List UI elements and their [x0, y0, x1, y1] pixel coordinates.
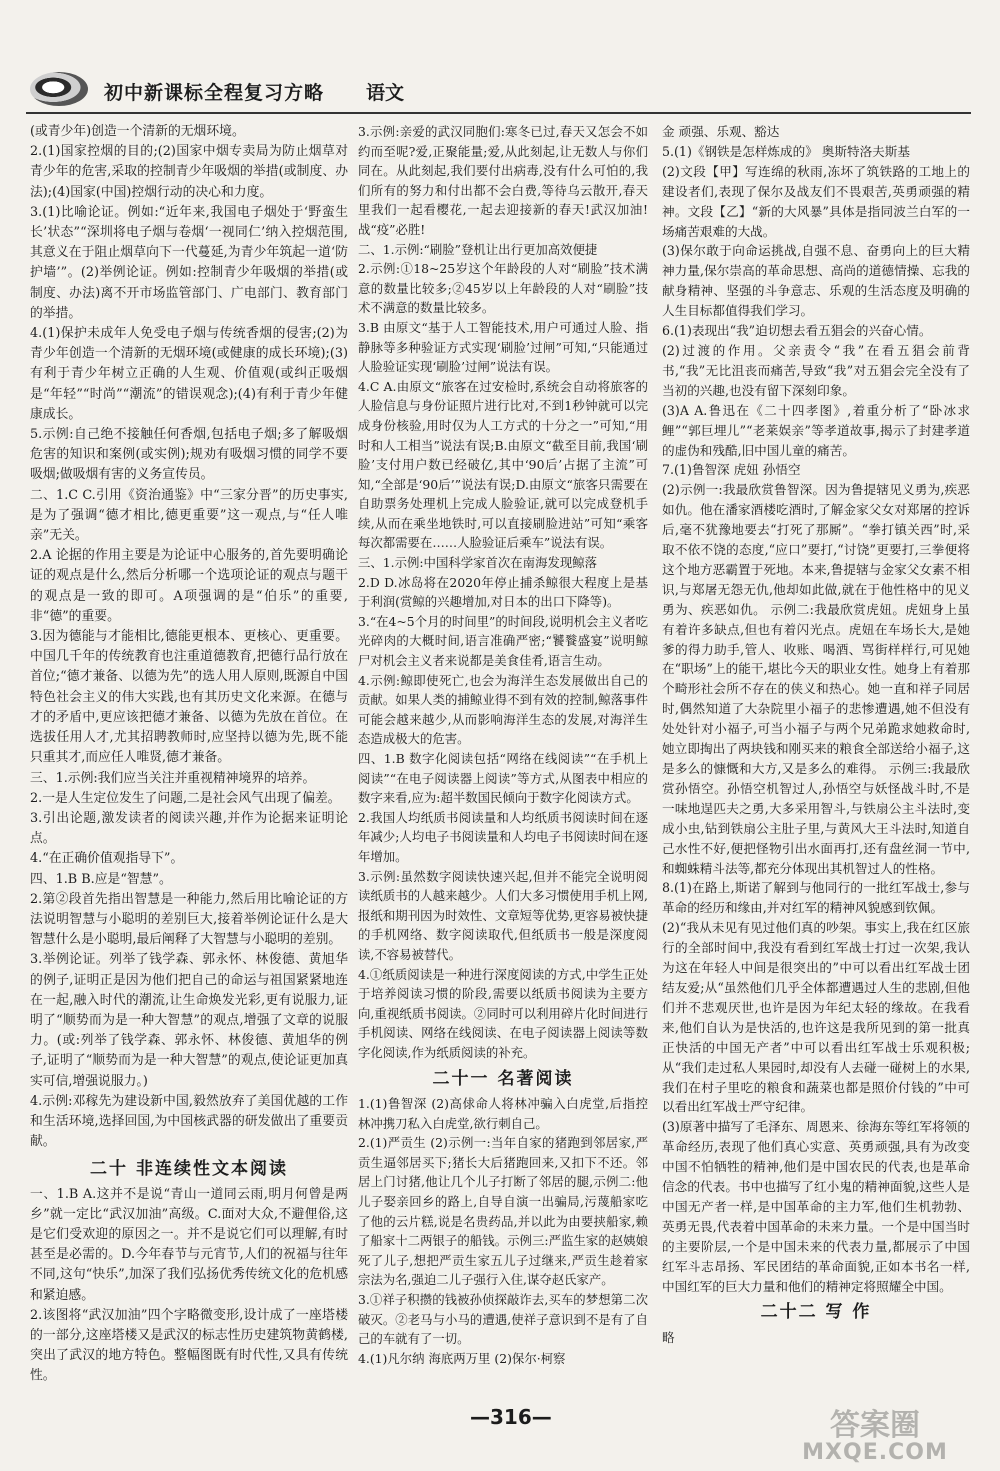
page-number: —316— — [470, 1405, 552, 1429]
answer-paragraph: 6.(1)表现出“我”迫切想去看五猖会的兴奋心情。 — [662, 323, 932, 339]
answer-paragraph: 2.A 论据的作用主要是为论证中心服务的,首先要明确论证的观点是什么,然后分析哪一个选项论证的观点与题干的观点是一致的即可。A项强调的是“伯乐”的重要,非“德”的重要。 — [30, 548, 348, 624]
section-heading: 二十二 写 作 — [760, 1302, 872, 1323]
answer-paragraph: 3.举例论证。列举了钱学森、郭永怀、林俊德、黄旭华的例子,证明正是因为他们把自己的命运与祖国紧紧地连在一起,融入时代的潮流,让生命焕发光彩,更有说服力,证明了“顺势而为是一种大智慧”的观点,增强了文章的说服力。(或:列举了钱学森、郭永怀、林俊德、黄旭华的例子,证明了“顺势而为是一种大智慧”的观点,使论证更加真实可信,增强说服力。) — [30, 952, 348, 1089]
answer-paragraph: (2)过渡的作用。父亲责令“我”在看五猖会前背书,“我”无比沮丧而痛苦,导致“我”对五猖会完全没有了当初的兴趣,也没有留下深刻印象。 — [662, 342, 970, 398]
answer-paragraph: 3.①祥子积攒的钱被孙侦探敲诈去,买车的梦想第二次破灭。②老马与小马的遭遇,使祥子意识到不是有了自己的车就有了一切。 — [358, 1292, 648, 1347]
answer-column-2 — [358, 122, 648, 1368]
answer-paragraph: 2.第②段首先指出智慧是一种能力,然后用比喻论证的方法说明智慧与小聪明的差别巨大,接着举例论证什么是大智慧什么是小聪明,最后阐释了大智慧与小聪明的差别。 — [30, 891, 348, 948]
answer-paragraph: 4.(1)保护未成年人免受电子烟与传统香烟的侵害;(2)为青少年创造一个清新的无烟环境(或健康的成长环境);(3)有利于青少年树立正确的人生观、价值观(或纠正吸烟是“年轻”“时尚”“潮流”的错误观念);(4)有利于青少年健康成长。 — [30, 326, 348, 422]
answer-paragraph: 2.该图将“武汉加油”四个字略微变形,设计成了一座塔楼的一部分,这座塔楼又是武汉的标志性历史建筑物黄鹤楼,突出了武汉的地方特色。整幅图既有时代性,又具有传统性。 — [30, 1307, 348, 1384]
answer-column-3 — [662, 122, 970, 1348]
publisher-logo-icon — [30, 72, 88, 106]
answer-paragraph: 3.B 由原文“基于人工智能技术,用户可通过人脸、指静脉等多种验证方式实现‘刷脸’过闸”可知,“只能通过人脸验证实现‘刷脸’过闸”说法有误。 — [358, 319, 648, 375]
answer-paragraph: (3)A A.鲁迅在《二十四孝图》,着重分析了“卧冰求鲤”“郭巨埋儿”“老莱娱亲”等孝道故事,揭示了封建孝道的虚伪和残酷,旧中国儿童的痛苦。 — [662, 402, 970, 458]
answer-paragraph: 四、1.B 数字化阅读包括“网络在线阅读”“在手机上阅读”“在电子阅读器上阅读”等方式,从图表中相应的数字来看,应为:超半数国民倾向于数字化阅读方式。 — [358, 751, 648, 806]
answer-paragraph: 金 顽强、乐观、豁达 — [662, 124, 780, 139]
section-heading: 二十 非连续性文本阅读 — [90, 1159, 288, 1180]
section-heading: 二十一 名著阅读 — [432, 1068, 574, 1089]
answer-paragraph: 5.(1)《钢铁是怎样炼成的》 奥斯特洛夫斯基 — [662, 143, 910, 159]
answer-paragraph: 2.一是人生定位发生了问题,二是社会风气出现了偏差。 — [30, 790, 341, 806]
answer-paragraph: (2)“我从未见有见过他们真的吵架。事实上,我在红区旅行的全部时间中,我没有看到红军战士打过一次架,我认为这在年轻人中间是很突出的”中可以看出红军战士团结友爱;从“虽然他们几乎全体都遭遇过人生的悲剧,但他们并不悲观厌世,也许是因为年纪太轻的缘故。在我看来,他们自认为是快活的,也许这是我所见到的第一批真正快活的中国无产者”中可以看出红军战士乐观积极;从“我们走过私人果园时,却没有人去碰一碰树上的水果,我们在村子里吃的粮食和蔬菜也都是照价付钱的”中可以看出红军战士严守纪律。 — [662, 920, 970, 1115]
answer-paragraph: 一、1.B A.这并不是说“青山一道同云雨,明月何曾是两乡”就一定比“武汉加油”高级。C.面对大众,不避俚俗,这是它们受欢迎的原因之一。并不是说它们可以理解,有时甚至是必需的。D.今年春节与元宵节,人们的祝福与往年不同,这句“快乐”,加深了我们弘扬优秀传统文化的危机感和紧迫感。 — [30, 1186, 348, 1303]
answer-paragraph: (3)保尔敢于向命运挑战,自强不息、奋勇向上的巨大精神力量,保尔崇高的革命思想、高尚的道德情操、忘我的献身精神、坚强的斗争意志、乐观的生活态度及明确的人生目标都值得我们学习。 — [662, 243, 970, 319]
watermark-logo: 答案圈 — [830, 1408, 920, 1443]
answer-paragraph: 2.D D.冰岛将在2020年停止捕杀鲸很大程度上是基于利润(赏鲸的兴趣增加,对日本的出口下降等)。 — [358, 574, 648, 610]
answer-paragraph: 2.我国人均纸质书阅读量和人均纸质书阅读时间在逐年减少;人均电子书阅读量和人均电子书阅读时间在逐年增加。 — [358, 809, 648, 864]
answer-paragraph: 4.(1)凡尔纳 海底两万里 (2)保尔·柯察 — [358, 1350, 566, 1366]
book-title: 初中新课标全程复习方略 — [104, 82, 325, 104]
answer-paragraph: 3.示例:亲爱的武汉同胞们:寒冬已过,春天又怎会不如约而至呢?爱,正聚能量;爱,从此刻起,让无数人与你们同在。从此刻起,我们要付出病毒,没有什么可怕的,我们所有的努力和付出都不会白费,等待乌云散开,春天里我们一起看樱花,一起去迎接新的春天!武汉加油!战“疫”必胜! — [358, 124, 648, 237]
page-header — [0, 0, 1000, 110]
answer-paragraph: 7.(1)鲁智深 虎妞 孙悟空 — [662, 462, 801, 478]
subject-label: 语文 — [366, 82, 405, 104]
answer-paragraph: 2.(1)严贡生 (2)示例一:当年自家的猪跑到邻居家,严贡生逼邻居买下;猪长大后猪跑回来,又扣下不还。邻居上门讨猪,他让几个儿子打断了邻居的腿,示例二:他儿子娶亲回乡的路上,自导自演一出骗局,污蔑船家吃了他的云片糕,说是名贵药品,并以此为由要挟船家,赖了船家十二两银子的船钱。示例三:严监生家的赵姨娘死了儿子,想把严贡生家五儿子过继来,严贡生趁着家宗法为名,强迫二儿子强行入住,谋夺赵氏家产。 — [358, 1135, 648, 1288]
answer-paragraph: 4.“在正确价值观指导下”。 — [30, 851, 184, 867]
answer-paragraph: 4.示例:邓稼先为建设新中国,毅然放弃了美国优越的工作和生活环境,选择回国,为中国核武器的研发做出了重要贡献。 — [30, 1093, 348, 1150]
answer-paragraph: 3.因为德能与才能相比,德能更根本、更核心、更重要。中国几千年的传统教育也注重道德教育,把德行品行放在首位;“德才兼备、以德为先”的选人用人原则,既源自中国特色社会主义的伟大实践,也有其历史文化来源。在德与才的矛盾中,更应该把德才兼备、以德为先放在首位。在选拔任用人才,尤其招聘教师时,应坚持以德为先,既不能只重其才,而应任人唯贤,德才兼备。 — [30, 629, 348, 766]
answer-paragraph: 三、1.示例:中国科学家首次在南海发现鲸落 — [358, 555, 598, 571]
answer-paragraph: 略 — [662, 1330, 675, 1346]
answer-paragraph: 4.示例:鲸即使死亡,也会为海洋生态发展做出自己的贡献。如果人类的捕鲸业得不到有效的控制,鲸落事件可能会越来越少,从而影响海洋生态的发展,对海洋生态造成极大的危害。 — [358, 672, 648, 747]
answer-paragraph: 三、1.示例:我们应当关注并重视精神境界的培养。 — [30, 770, 316, 786]
answer-paragraph: 3.引出论题,激发读者的阅读兴趣,并作为论据来证明论点。 — [30, 810, 348, 847]
answer-paragraph: 二、1.示例:“刷脸”登机让出行更加高效便捷 — [358, 241, 598, 257]
answer-paragraph: (2)文段【甲】写连绵的秋雨,冻坏了筑铁路的工地上的建设者们,表现了保尔及战友们不畏艰苦,英勇顽强的精神。文段【乙】“新的大风暴”具体是指同波兰白军的一场痛苦艰难的大战。 — [662, 163, 970, 239]
answer-paragraph: 四、1.B B.应是“智慧”。 — [30, 871, 172, 887]
answer-paragraph: 4.C A.由原文“旅客在过安检时,系统会自动将旅客的人脸信息与身份证照片进行比对,不到1秒钟就可以完成身份核验,用时仅为人工方式的十分之一”可知,“用时和人工相当”说法有误;B.由原文“截至目前,我国‘刷脸’支付用户数已经破亿,其中‘90后’占据了主流”可知,“全部是‘90后’”说法有误;D.由原文“旅客只需要在自助票务处理机上完成人脸验证,就可以完成登机手续,从而在乘坐地铁时,可以直接刷脸进站”可知“乘客每次都需要在……人脸验证后乘车”说法有误。 — [358, 378, 648, 551]
answer-paragraph: (3)原著中描写了毛泽东、周恩来、徐海东等红军将领的革命经历,表现了他们真心实意、英勇顽强,具有为改变中国不怕牺牲的精神,他们是中国农民的代表,也是革命信念的代表。书中也描写了红小鬼的精神面貌,这些人是中国无产者一样,是中国革命的主力军,他们生机勃勃、英勇无畏,代表着中国革命的未来力量。一个是中国当时的主要阶层,一个是中国未来的代表力量,都展示了中国红军斗志昂扬、军民团结的革命面貌,正如本书名一样,中国红军的巨大力量和他们的精神定将照耀全中国。 — [662, 1119, 970, 1294]
answer-paragraph: (或青少年)创造一个清新的无烟环境。 — [30, 124, 245, 139]
answer-paragraph: 2.示例:①18~25岁这个年龄段的人对“刷脸”技术满意的数量比较多;②45岁以上年龄段的人对“刷脸”技术不满意的数量比较多。 — [358, 261, 648, 316]
answer-paragraph: 5.示例:自己绝不接触任何香烟,包括电子烟;多了解吸烟危害的知识和案例(或实例);规劝有吸烟习惯的同学不要吸烟;做吸烟有害的义务宣传员。 — [30, 427, 348, 483]
answer-paragraph: 3.示例:虽然数字阅读快速兴起,但并不能完全说明阅读纸质书的人越来越少。人们大多习惯使用手机上网,报纸和期刊因为时效性、文章短等优势,更容易被快捷的手机网络、数字阅读取代,但纸质书一般是深度阅读,不容易被替代。 — [358, 868, 648, 962]
header-divider — [26, 112, 971, 114]
answer-paragraph: 3.(1)比喻论证。例如:“近年来,我国电子烟处于‘野蛮生长’状态”“深圳将电子烟与卷烟‘一视同仁’纳入控烟范围,其意义在于阻止烟草向下一代蔓延,为青少年筑起一道‘防护墙’”。(2)举例论证。例如:控制青少年吸烟的举措(或制度、办法)离不开市场监管部门、广电部门、教育部门的举措。 — [30, 204, 348, 321]
answer-paragraph: 二、1.C C.引用《资治通鉴》中“三家分晋”的历史事实,是为了强调“德才相比,德更重要”这一观点,与“任人唯亲”无关。 — [30, 487, 348, 544]
answer-paragraph: 2.(1)国家控烟的目的;(2)国家中烟专卖局为防止烟草对青少年的危害,采取的控制青少年吸烟的举措(或制度、办法);(4)国家(中国)控烟行动的决心和力度。 — [30, 144, 348, 200]
answer-paragraph: 8.(1)在路上,斯诺了解到与他同行的一批红军战士,参与革命的经历和缘由,并对红军的精神风貌感到钦佩。 — [662, 880, 970, 916]
answer-column-1 — [30, 122, 348, 1387]
watermark-url: MXQE.COM — [802, 1440, 948, 1465]
answer-paragraph: (2)示例一:我最欣赏鲁智深。因为鲁提辖见义勇为,疾恶如仇。他在潘家酒楼吃酒时,了解金家父女对郑屠的控诉后,毫不犹豫地要去“打死了那厮”。“拳打镇关西”时,采取不依不饶的态度,“应口”要打,“讨饶”更要打,三拳便将这个地方恶霸置于死地。本来,鲁提辖与金家父女素不相识,与郑屠无怨无仇,他却如此做,就在于他性格中的见义勇为、疾恶如仇。 示例二:我最欣赏虎妞。虎妞身上虽有着许多缺点,但也有着闪光点。虎妞在车场长大,是她爹的得力助手,管人、收账、喝酒、骂街样样行,可见她在“职场”上的能干,堪比今天的职业女性。她身上有着那个畸形社会所不存在的侠义和热心。她一直和祥子同居时,偶然知道了大杂院里小福子的悲惨遭遇,她不但没有处处针对小福子,可当小福子与两个兄弟跪求她救命时,她立即掏出了两块钱和刚买来的粮食全部送给小福子,这是多么的慷慨和大方,又是多么的难得。 示例三:我最欣赏孙悟空。孙悟空机智过人,孙悟空与妖怪战斗时,不是一味地逞匹夫之勇,大多采用智斗,与铁扇公主斗法时,变成小虫,钻到铁扇公主肚子里,与黄风大王斗法时,知道自己水性不好,便把怪物引出水面再打,还有盘丝洞一节中,和蜘蛛精斗法等,都充分体现出其机智过人的性格。 — [662, 482, 970, 876]
answer-paragraph: 1.(1)鲁智深 (2)高俅命人将林冲骗入白虎堂,后指控林冲携刀私入白虎堂,欲行刺自己。 — [358, 1096, 648, 1131]
answer-paragraph: 4.①纸质阅读是一种进行深度阅读的方式,中学生正处于培养阅读习惯的阶段,需要以纸质书阅读为主要方向,重视纸质书阅读。②同时可以利用碎片化时间进行手机阅读、网络在线阅读、在电子阅读器上阅读等数字化阅读,作为纸质阅读的补充。 — [358, 966, 648, 1060]
answer-paragraph: 3.“在4~5个月的时间里”的时间段,说明机会主义者吃光碎肉的大概时间,语言准确严密;“饕餮盛宴”说明鲸尸对机会主义者来说都是美食佳肴,语言生动。 — [358, 613, 648, 669]
